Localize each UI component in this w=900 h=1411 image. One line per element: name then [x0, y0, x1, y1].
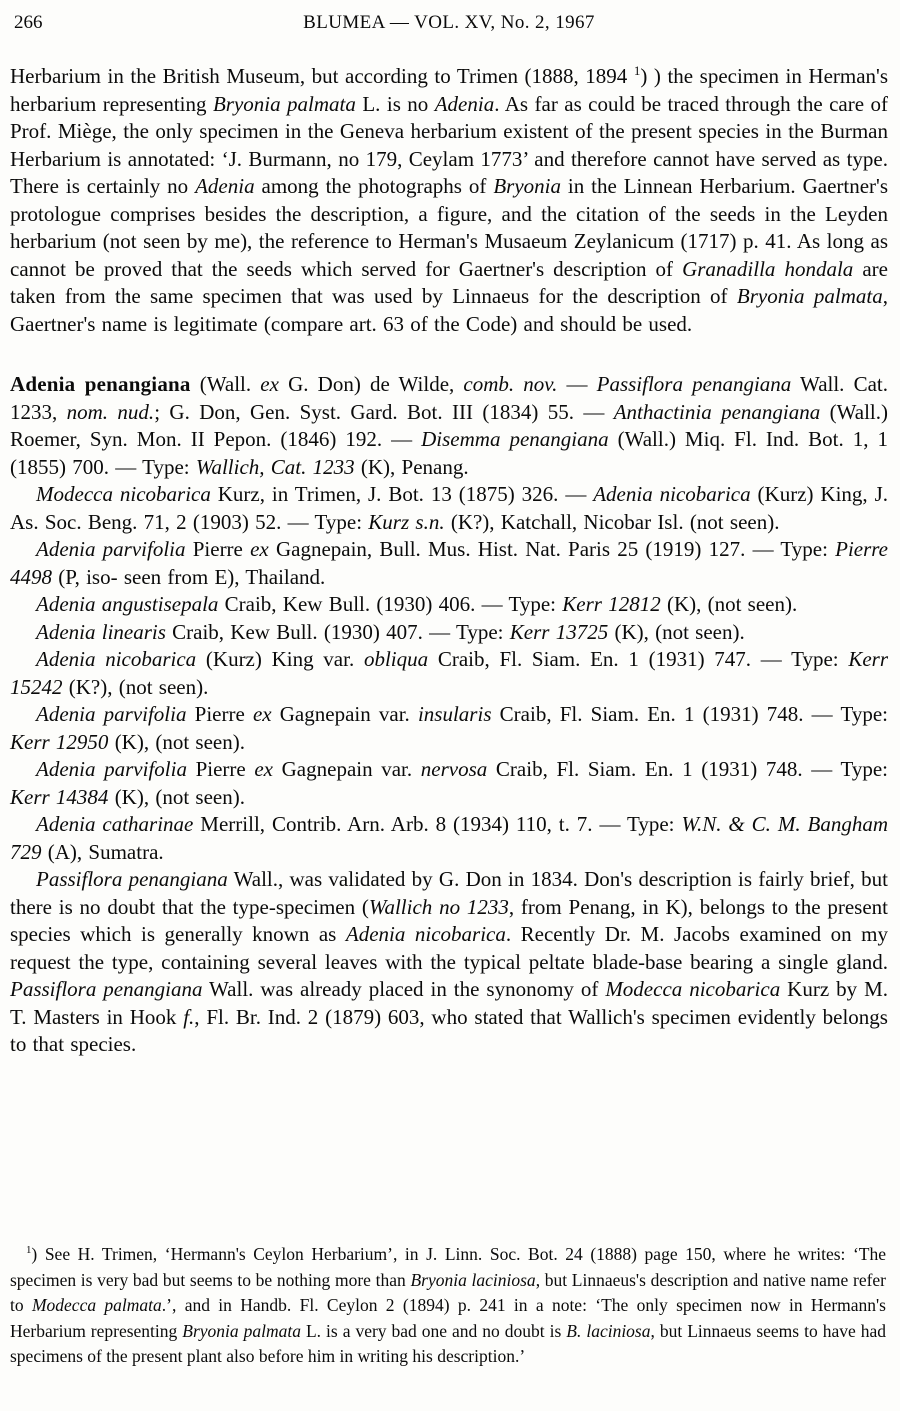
- page-header: [10, 12, 888, 38]
- paragraph-species-heading: Adenia penangiana (Wall. ex G. Don) de Wilde, comb. nov. — Passiflora penangiana Wall. Cat. 1233, nom. nud.; G. Don, Gen. Syst. Gard. Bot. III (1834) 55. — Anthactinia penangiana (Wall.) Roemer, Syn. Mon. II Pepon. (1846) 192. — Disemma penangiana (Wall.) Miq. Fl. Ind. Bot. 1, 1 (1855) 700. — Type: Wallich, Cat. 1233 (K), Penang.: [10, 372, 889, 479]
- paragraph-synonym-adenia-catharinae: Adenia catharinae Merrill, Contrib. Arn. Arb. 8 (1934) 110, t. 7. — Type: W.N. & C. M. Bangham 729 (A), Sumatra.: [10, 812, 888, 864]
- paragraph-synonym-adenia-parvifolia-nervosa: Adenia parvifolia Pierre ex Gagnepain var. nervosa Craib, Fl. Siam. En. 1 (1931) 748. — Type: Kerr 14384 (K), (not seen).: [10, 757, 888, 809]
- paragraph-synonym-adenia-parvifolia: Adenia parvifolia Pierre ex Gagnepain, Bull. Mus. Hist. Nat. Paris 25 (1919) 127. — Type: Pierre 4498 (P, iso- seen from E), Thailand.: [10, 537, 888, 589]
- footnote-text: $^1$) See H. Trimen, ‘Hermann's Ceylon Herbarium’, in J. Linn. Soc. Bot. 24 (1888) page 150, where he writes: ‘The specimen is very bad but seems to be nothing more than Bryonia laciniosa, but Linnaeus's description and native name refer to Modecca palmata.’, and in Handb. Fl. Ceylon 2 (1894) p. 241 in a note: ‘The only specimen now in Hermann's Herbarium representing Bryonia palmata L. is a very bad one and no doubt is B. laciniosa, but Linnaeus seems to have had specimens of the present plant also before him in writing his description.’: [10, 1244, 887, 1366]
- page-number: 266: [14, 12, 43, 33]
- paragraph-synonym-adenia-linearis: Adenia linearis Craib, Kew Bull. (1930) 407. — Type: Kerr 13725 (K), (not seen).: [36, 619, 745, 644]
- paragraph-discussion: Passiflora penangiana Wall., was validated by G. Don in 1834. Don's description is fairly brief, but there is no doubt that the type-specimen (Wallich no 1233, from Penang, in K), belongs to the present species which is generally known as Adenia nicobarica. Recently Dr. M. Jacobs examined on my request the type, containing several leaves with the typical peltate blade-base bearing a single gland. Passiflora penangiana Wall. was already placed in the synonomy of Modecca nicobarica Kurz by M. T. Masters in Hook f., Fl. Br. Ind. 2 (1879) 603, who stated that Wallich's specimen evidently belongs to that species.: [10, 867, 889, 1056]
- article-body: [10, 63, 888, 1059]
- journal-title: BLUMEA — VOL. XV, No. 2, 1967: [303, 12, 595, 33]
- paragraph-synonym-adenia-parvifolia-insularis: Adenia parvifolia Pierre ex Gagnepain var. insularis Craib, Fl. Siam. En. 1 (1931) 748. — Type: Kerr 12950 (K), (not seen).: [10, 702, 888, 754]
- footnote-block: [10, 1242, 886, 1370]
- paragraph-synonym-adenia-nicobarica-obliqua: Adenia nicobarica (Kurz) King var. obliqua Craib, Fl. Siam. En. 1 (1931) 747. — Type: Kerr 15242 (K?), (not seen).: [10, 647, 889, 699]
- paragraph-synonym-adenia-angustisepala: Adenia angustisepala Craib, Kew Bull. (1930) 406. — Type: Kerr 12812 (K), (not seen).: [36, 592, 798, 616]
- paragraph-intro-continuation: Herbarium in the British Museum, but according to Trimen (1888, 1894 $^1$) ) the specimen in Herman's herbarium representing Bryonia palmata L. is no Adenia. As far as could be traced through the care of Prof. Miège, the only specimen in the Geneva herbarium existent of the present species in the Burman Herbarium is annotated: ‘J. Burmann, no 179, Ceylam 1773’ and therefore cannot have served as type. There is certainly no Adenia among the photographs of Bryonia in the Linnean Herbarium. Gaertner's protologue comprises besides the description, a figure, and the citation of the seeds in the Leyden herbarium (not seen by me), the reference to Herman's Musaeum Zeylanicum (1717) p. 41. As long as cannot be proved that the seeds which served for Gaertner's description of Granadilla hondala are taken from the same specimen that was used by Linnaeus for the description of Bryonia palmata, Gaertner's name is legitimate (compare art. 63 of the Code) and should be used.: [10, 63, 888, 336]
- paragraph-synonym-modecca-nicobarica: Modecca nicobarica Kurz, in Trimen, J. Bot. 13 (1875) 326. — Adenia nicobarica (Kurz) King, J. As. Soc. Beng. 71, 2 (1903) 52. — Type: Kurz s.n. (K?), Katchall, Nicobar Isl. (not seen).: [10, 482, 888, 534]
